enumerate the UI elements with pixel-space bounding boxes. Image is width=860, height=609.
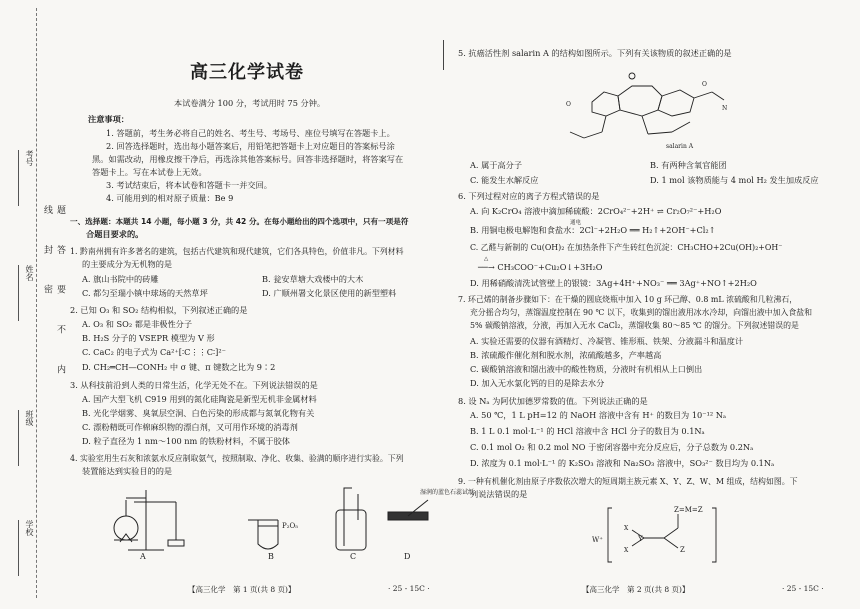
option-d: D. 广顺州署文化景区使用的新型塑料: [262, 288, 397, 298]
option-c: C. 乙醛与新制的 Cu(OH)₂ 在加热条件下产生砖红色沉淀：CH₃CHO+2Cu(OH)₂+OH⁻: [470, 243, 783, 252]
salarin-a-structure: [562, 62, 742, 152]
apparatus-label-d: D: [404, 552, 411, 561]
option-d: D. 1 mol 该物质能与 4 mol H₂ 发生加成反应: [650, 175, 819, 185]
notice-line: 黑。如需改动，用橡皮擦干净后，再选涂其他答案标号。回答非选择题时，将答案写在: [92, 154, 404, 164]
svg-text:W⁺: W⁺: [592, 536, 603, 544]
page-footer: 【高三化学 第 2 页(共 8 页)】: [582, 585, 690, 594]
catalyst-structure: [592, 500, 722, 570]
exam-meta: 本试卷满分 100 分，考试用时 75 分钟。: [174, 98, 326, 108]
option-d: D. 浓度为 0.1 mol·L⁻¹ 的 K₂SO₃ 溶液和 Na₂SO₃ 溶液中，SO₃²⁻ 数目均为 0.1Nₐ: [470, 458, 775, 468]
field-label: 班级: [25, 410, 34, 426]
field-label: 姓名: [25, 265, 34, 281]
binding-strip: [0, 0, 65, 609]
field-label: 考号: [25, 150, 34, 166]
apparatus-label-a: A: [140, 552, 146, 561]
option-c: C. 漂粉精既可作棉麻织物的漂白剂，又可用作环境的消毒剂: [82, 422, 298, 432]
svg-text:O: O: [702, 81, 707, 88]
option-a: A. 属于高分子: [470, 160, 523, 170]
question-4-stem: 4. 实验室用生石灰和浓氨水反应制取氨气，按照制取、净化、收集、验满的顺序进行实验。下列: [70, 454, 404, 463]
notice-title: 注意事项：: [88, 114, 129, 124]
question-2-stem: 2. 已知 O₃ 和 SO₂ 结构相似，下列叙述正确的是: [70, 305, 248, 315]
notice-line: 3. 考试结束后，将本试卷和答题卡一并交回。: [106, 180, 272, 190]
option-b: B. 光化学烟雾、臭氧层空洞、白色污染的形成都与氮氧化物有关: [82, 408, 315, 418]
structure-caption: salarin A: [666, 143, 694, 150]
field-name[interactable]: [2, 265, 32, 325]
page-footer: 【高三化学 第 1 页(共 8 页)】: [188, 585, 296, 594]
page-divider: [443, 40, 444, 70]
apparatus-d: [388, 500, 428, 520]
apparatus-c: [336, 488, 366, 550]
field-exam-number[interactable]: [2, 150, 32, 210]
option-a: A. 50 ℃，1 L pH=12 的 NaOH 溶液中含有 H⁺ 的数目为 10⁻¹² Nₐ: [470, 410, 727, 420]
question-7-stem: 5% 碳酸钠溶液，分液，再加入无水 CaCl₂，蒸馏收集 80～85 ℃ 的馏分。下列叙述错误的是: [470, 321, 799, 330]
option-d: D. 加入无水氯化钙的目的是除去水分: [470, 378, 605, 388]
apparatus-b: [248, 520, 278, 549]
notice-line: 2. 回答选择题时，选出每小题答案后，用铅笔把答题卡上对应题目的答案标号涂: [106, 141, 395, 151]
option-b: B. 用铜电极电解饱和食盐水：2Cl⁻+2H₂O ══ H₂↑+2OH⁻+Cl₂↑: [470, 225, 716, 235]
litmus-paper-label: 湿润的蓝色石蕊试纸: [420, 489, 475, 496]
seal-line: [36, 8, 37, 598]
question-6-stem: 6. 下列过程对应的离子方程式错误的是: [458, 191, 600, 201]
question-7-stem: 充分摇合均匀，蒸馏温度控制在 90 ℃ 以下，收集到的馏出液用冰水冷却，向馏出液中加入食盐和: [470, 308, 813, 317]
option-c: C. 都匀至瑞小镇中球场的天然草坪: [82, 288, 208, 298]
section-heading: 合题目要求的。: [86, 229, 144, 239]
option-c: C. CaC₂ 的电子式为 Ca²⁺[∶C⋮⋮C∶]²⁻: [82, 347, 226, 357]
question-8-stem: 8. 设 Nₐ 为阿伏加德罗常数的值。下列说法正确的是: [458, 396, 648, 406]
field-class[interactable]: [2, 410, 32, 470]
question-7-stem: 7. 环己烯的制备步骤如下：在干燥的圆底烧瓶中加入 10 g 环己醇、0.8 mL 浓硫酸和几粒沸石，: [458, 295, 798, 304]
svg-text:Z=M=Z: Z=M=Z: [674, 506, 703, 514]
seal-warning-text: 题 答 要 不 内 线 封 密: [42, 205, 65, 388]
svg-text:X: X: [624, 547, 629, 554]
option-d: D. 用稀硝酸清洗试管壁上的银镜：3Ag+4H⁺+NO₃⁻ ══ 3Ag⁺+NO↑+2H₂O: [470, 278, 757, 288]
page-title: 高三化学试卷: [190, 62, 304, 83]
svg-text:O: O: [566, 101, 571, 108]
notice-line: 答题卡上。写在本试卷上无效。: [92, 167, 207, 177]
option-d: D. CH₂═CH—CONH₂ 中 σ 键、π 键数之比为 9∶2: [82, 362, 276, 372]
question-9-stem: 9. 一种有机催化剂由原子序数依次增大的短周期主族元素 X、Y、Z、W、M 组成，结构如图。下: [458, 477, 798, 486]
svg-text:N: N: [722, 105, 728, 112]
question-4-stem: 装置能达到实验目的的是: [82, 466, 173, 476]
option-b: B. 1 L 0.1 mol·L⁻¹ 的 HCl 溶液中含 HCl 分子的数目为 0.1Nₐ: [470, 426, 705, 436]
question-1-stem: 的主要成分为无机物的是: [82, 259, 173, 269]
field-school[interactable]: [2, 520, 32, 580]
section-heading: 一、选择题：本题共 14 小题，每小题 3 分，共 42 分。在每小题给出的四个选项中，只有一项是符: [70, 217, 409, 226]
option-b: B. 瓮安草塘大戏楼中的大木: [262, 274, 364, 284]
option-c: C. 能发生水解反应: [470, 175, 539, 185]
p2o5-label: P₂O₅: [282, 522, 299, 530]
option-b: B. 浓硫酸作催化剂和脱水剂，浓硫酸越多，产率越高: [470, 350, 662, 360]
option-a: A. 实验还需要的仪器有酒精灯、冷凝管、锥形瓶、铁架、分液漏斗和温度计: [470, 336, 744, 346]
page-code: · 25 - 15C ·: [782, 584, 824, 593]
option-a: A. 旗山书院中的砖雕: [82, 274, 159, 284]
apparatus-figures: [98, 480, 475, 561]
question-3-stem: 3. 从科技前沿到人类的日常生活，化学无处不在。下列说法错误的是: [70, 380, 318, 390]
reaction-condition: 通电: [570, 220, 582, 226]
notice-line: 1. 答题前，考生务必将自己的姓名、考生号、考场号、座位号填写在答题卡上。: [106, 128, 395, 138]
option-c-continued: ──→ CH₃COO⁻+Cu₂O↓+3H₂O: [478, 262, 603, 272]
option-a: A. 国产大型飞机 C919 用到的氮化硅陶瓷是新型无机非金属材料: [82, 394, 317, 404]
option-c: C. 0.1 mol O₂ 和 0.2 mol NO 于密闭容器中充分反应后，分子总数为 0.2Nₐ: [470, 442, 754, 452]
question-1-stem: 1. 黔南州拥有许多著名的建筑，包括古代建筑和现代建筑，它们各具特色，价值非凡。下列材料: [70, 247, 404, 256]
option-b: B. H₂S 分子的 VSEPR 模型为 V 形: [82, 333, 215, 343]
option-c: C. 碳酸钠溶液和馏出液中的酸性物质，分液时有机相从上口倒出: [470, 364, 703, 374]
question-5-stem: 5. 抗癌活性剂 salarin A 的结构如图所示。下列有关该物质的叙述正确的是: [458, 48, 732, 58]
svg-text:Z: Z: [680, 546, 685, 554]
option-a: A. 向 K₂CrO₄ 溶液中滴加稀硫酸：2CrO₄²⁻+2H⁺ ⇌ Cr₂O₇²⁻+H₂O: [470, 206, 722, 216]
option-a: A. O₃ 和 SO₂ 都是非极性分子: [82, 319, 193, 329]
svg-text:Y: Y: [638, 535, 643, 543]
question-9-stem: 列说法错误的是: [470, 489, 528, 499]
reaction-condition: △: [484, 256, 489, 262]
svg-text:X: X: [624, 525, 629, 532]
option-d: D. 粒子直径为 1 nm～100 nm 的铁粉材料，不属于胶体: [82, 436, 290, 446]
page-code: · 25 - 15C ·: [388, 584, 430, 593]
apparatus-label-b: B: [268, 552, 274, 561]
apparatus-label-c: C: [350, 552, 357, 561]
field-label: 学校: [25, 520, 34, 536]
apparatus-a: [114, 490, 184, 550]
option-b: B. 有两种含氧官能团: [650, 160, 727, 170]
notice-line: 4. 可能用到的相对原子质量：Be 9: [106, 193, 234, 203]
